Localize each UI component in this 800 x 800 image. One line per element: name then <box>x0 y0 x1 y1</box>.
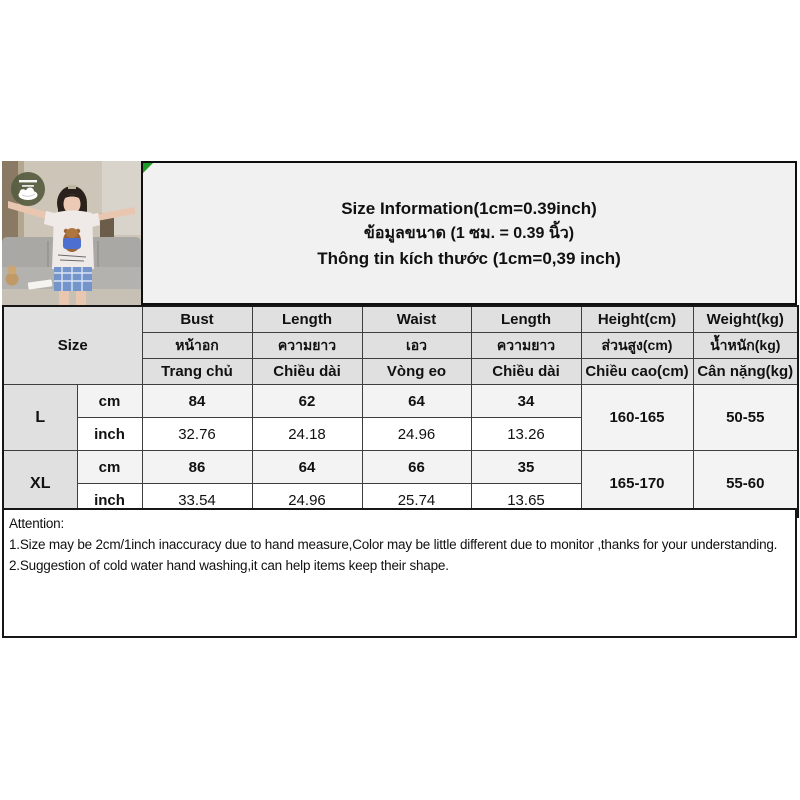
value-L-height: 160-165 <box>581 385 693 451</box>
value-XL-inch-bust: 33.54 <box>142 484 252 518</box>
value-XL-cm-length2: 35 <box>471 451 581 484</box>
col-header-length2-th: ความยาว <box>471 333 581 359</box>
value-L-inch-length2: 13.26 <box>471 418 581 451</box>
value-XL-inch-length2: 13.65 <box>471 484 581 518</box>
unit-cell: cm <box>77 385 142 418</box>
value-XL-cm-waist: 66 <box>362 451 471 484</box>
value-L-inch-waist: 24.96 <box>362 418 471 451</box>
size-header-cell: Size <box>3 306 142 385</box>
attention-note-1: 1.Size may be 2cm/1inch inaccuracy due to hand measure,Color may be little different due to monitor ,thanks for your understanding. <box>9 537 778 552</box>
photo-badge-icon <box>11 172 45 206</box>
size-cell-L: L <box>3 385 77 451</box>
attention-heading: Attention: <box>9 516 65 531</box>
col-header-length1-en: Length <box>252 306 362 333</box>
col-header-length2-en: Length <box>471 306 581 333</box>
table-row-XL-cm <box>3 451 798 484</box>
green-corner-flag-icon <box>143 163 153 173</box>
col-header-weight-th: น้ำหนัก(kg) <box>693 333 798 359</box>
value-L-inch-length1: 24.18 <box>252 418 362 451</box>
col-header-waist-en: Waist <box>362 306 471 333</box>
value-L-weight: 50-55 <box>693 385 798 451</box>
col-header-weight-vi: Cân nặng(kg) <box>693 359 798 385</box>
col-header-length1-th: ความยาว <box>252 333 362 359</box>
col-header-height-th: ส่วนสูง(cm) <box>581 333 693 359</box>
col-header-waist-vi: Vòng eo <box>362 359 471 385</box>
title-thai: ข้อมูลขนาด (1 ซม. = 0.39 นิ้ว) <box>363 224 575 242</box>
unit-cell: inch <box>77 418 142 451</box>
value-L-cm-bust: 84 <box>142 385 252 418</box>
product-photo <box>2 161 141 305</box>
value-XL-cm-length1: 64 <box>252 451 362 484</box>
col-header-height-vi: Chiều cao(cm) <box>581 359 693 385</box>
col-header-length1-vi: Chiều dài <box>252 359 362 385</box>
col-header-height-en: Height(cm) <box>581 306 693 333</box>
value-XL-inch-waist: 25.74 <box>362 484 471 518</box>
col-header-weight-en: Weight(kg) <box>693 306 798 333</box>
value-XL-height: 165-170 <box>581 451 693 518</box>
attention-note-2: 2.Suggestion of cold water hand washing,it can help items keep their shape. <box>9 558 449 573</box>
col-header-bust-vi: Trang chủ <box>142 359 252 385</box>
value-XL-weight: 55-60 <box>693 451 798 518</box>
value-XL-inch-length1: 24.96 <box>252 484 362 518</box>
value-L-cm-waist: 64 <box>362 385 471 418</box>
title-vietnamese: Thông tin kích thước (1cm=0,39 inch) <box>317 248 621 268</box>
value-L-cm-length1: 62 <box>252 385 362 418</box>
title-english: Size Information(1cm=0.39inch) <box>341 198 597 218</box>
col-header-length2-vi: Chiều dài <box>471 359 581 385</box>
attention-box <box>2 508 797 638</box>
size-cell-XL: XL <box>3 451 77 518</box>
col-header-waist-th: เอว <box>362 333 471 359</box>
value-XL-cm-bust: 86 <box>142 451 252 484</box>
product-photo-illustration <box>2 161 141 305</box>
col-header-bust-en: Bust <box>142 306 252 333</box>
header-row-english <box>3 306 798 333</box>
unit-cell: cm <box>77 451 142 484</box>
value-L-cm-length2: 34 <box>471 385 581 418</box>
value-L-inch-bust: 32.76 <box>142 418 252 451</box>
title-box <box>141 161 797 305</box>
size-table <box>2 305 799 518</box>
table-row-L-cm <box>3 385 798 418</box>
col-header-bust-th: หน้าอก <box>142 333 252 359</box>
unit-cell: inch <box>77 484 142 518</box>
